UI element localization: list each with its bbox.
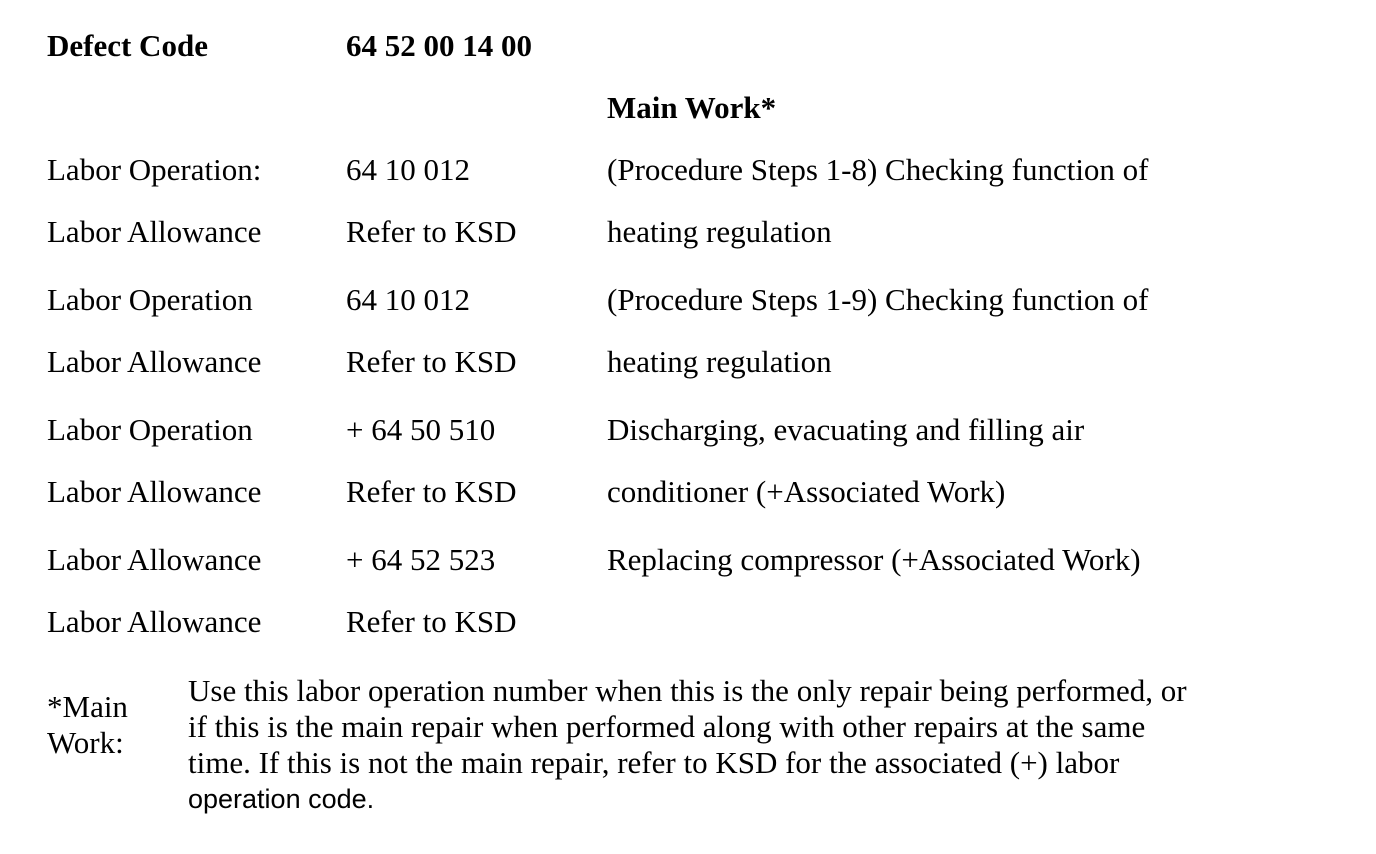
row-description: heating regulation: [607, 214, 832, 249]
row-label: Labor Allowance: [47, 542, 262, 577]
row-description: (Procedure Steps 1-8) Checking function of: [607, 152, 1149, 187]
defect-code-label: Defect Code: [47, 28, 208, 63]
row-code: + 64 50 510: [346, 412, 496, 447]
row-code: + 64 52 523: [346, 542, 496, 577]
row-description: heating regulation: [607, 344, 832, 379]
row-label: Labor Allowance: [47, 474, 262, 509]
row-code: Refer to KSD: [346, 474, 517, 509]
row-code: Refer to KSD: [346, 214, 517, 249]
row-code: Refer to KSD: [346, 604, 517, 639]
footnote-line: time. If this is not the main repair, refer to KSD for the associated (+) labor: [188, 745, 1120, 780]
row-label: Labor Operation: [47, 412, 253, 447]
row-label: Labor Allowance: [47, 604, 262, 639]
footnote-label-line: Work:: [47, 725, 124, 760]
main-work-heading: Main Work*: [607, 90, 777, 125]
defect-code-value: 64 52 00 14 00: [346, 28, 532, 63]
footnote-text: [188, 673, 1308, 817]
footnote-line: operation code.: [188, 784, 375, 814]
row-label: Labor Operation: [47, 282, 253, 317]
row-code: Refer to KSD: [346, 344, 517, 379]
row-code: 64 10 012: [346, 282, 470, 317]
footnote-label-line: *Main: [47, 689, 128, 724]
footnote-line: Use this labor operation number when this is the only repair being performed, or: [188, 673, 1187, 708]
row-description: Discharging, evacuating and filling air: [607, 412, 1085, 447]
footnote-line: if this is the main repair when performed along with other repairs at the same: [188, 709, 1146, 744]
row-description: Replacing compressor (+Associated Work): [607, 542, 1141, 577]
footnote-label: [47, 689, 167, 761]
row-label: Labor Allowance: [47, 344, 262, 379]
row-description: (Procedure Steps 1-9) Checking function of: [607, 282, 1149, 317]
row-label: Labor Operation:: [47, 152, 262, 187]
row-code: 64 10 012: [346, 152, 470, 187]
row-label: Labor Allowance: [47, 214, 262, 249]
row-description: conditioner (+Associated Work): [607, 474, 1006, 509]
